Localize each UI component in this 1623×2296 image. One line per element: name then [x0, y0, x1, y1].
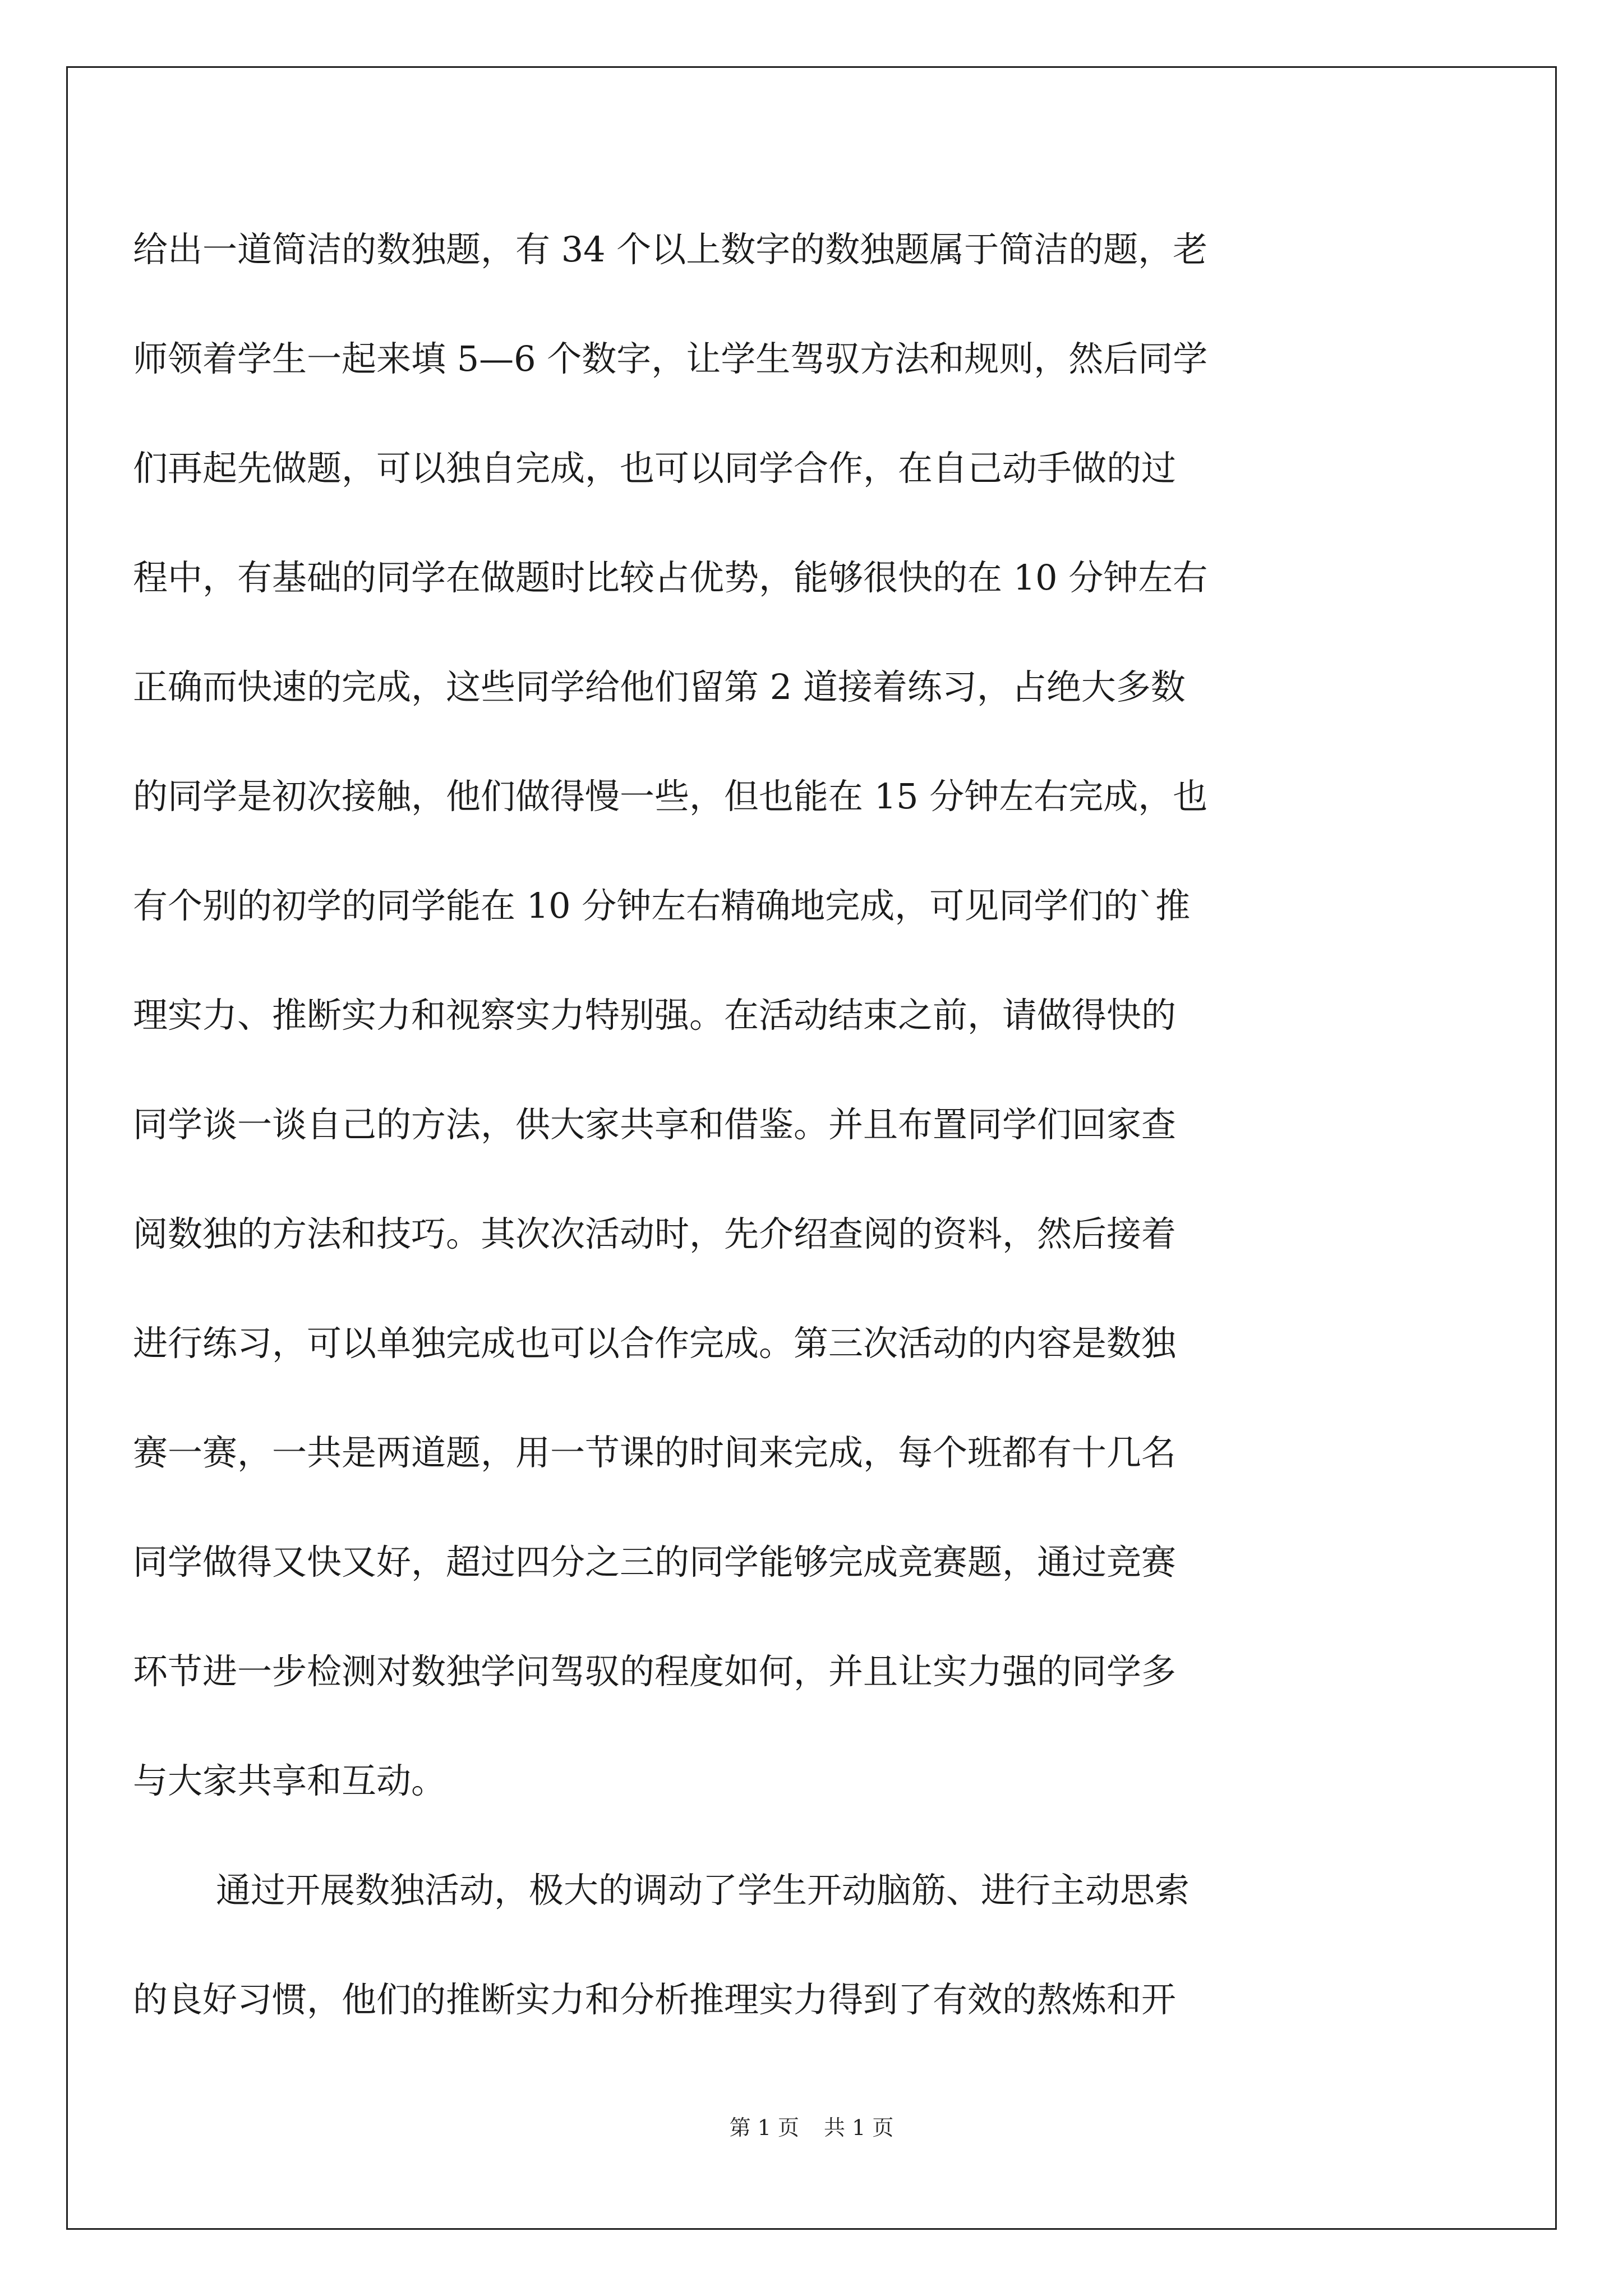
- paragraph-line: 通过开展数独活动，极大的调动了学生开动脑筋、进行主动思索: [216, 1870, 1190, 1911]
- paragraph-line: 给出一道简洁的数独题，有 34 个以上数字的数独题属于简洁的题，老: [133, 229, 1208, 270]
- paragraph-line: 阅数独的方法和技巧。其次次活动时，先介绍查阅的资料，然后接着: [133, 1213, 1177, 1254]
- paragraph-line: 的同学是初次接触，他们做得慢一些，但也能在 15 分钟左右完成，也: [133, 776, 1208, 817]
- paragraph-line: 有个别的初学的同学能在 10 分钟左右精确地完成，可见同学们的`推: [133, 885, 1191, 926]
- paragraph-line: 理实力、推断实力和视察实力特别强。在活动结束之前，请做得快的: [133, 995, 1177, 1036]
- paragraph-line: 环节进一步检测对数独学问驾驭的程度如何，并且让实力强的同学多: [133, 1651, 1177, 1692]
- paragraph-line: 进行练习，可以单独完成也可以合作完成。第三次活动的内容是数独: [133, 1323, 1177, 1364]
- paragraph-line: 程中，有基础的同学在做题时比较占优势，能够很快的在 10 分钟左右: [133, 557, 1208, 598]
- paragraph-line: 赛一赛，一共是两道题，用一节课的时间来完成，每个班都有十几名: [133, 1432, 1177, 1473]
- paragraph-line: 正确而快速的完成，这些同学给他们留第 2 道接着练习，占绝大多数: [133, 666, 1186, 707]
- paragraph-line: 与大家共享和互动。: [133, 1760, 446, 1801]
- page-total: 共 1 页: [824, 2115, 894, 2140]
- paragraph-line: 同学做得又快又好，超过四分之三的同学能够完成竞赛题，通过竞赛: [133, 1542, 1177, 1582]
- paragraph-line: 们再起先做题，可以独自完成，也可以同学合作，在自己动手做的过: [133, 448, 1177, 489]
- page-number: 第 1 页: [729, 2115, 799, 2140]
- paragraph-line: 同学谈一谈自己的方法，供大家共享和借鉴。并且布置同学们回家查: [133, 1104, 1177, 1145]
- paragraph-line: 的良好习惯，他们的推断实力和分析推理实力得到了有效的熬炼和开: [133, 1979, 1177, 2020]
- page-footer: [0, 2114, 1623, 2142]
- paragraph-line: 师领着学生一起来填 5—6 个数字，让学生驾驭方法和规则，然后同学: [133, 338, 1208, 379]
